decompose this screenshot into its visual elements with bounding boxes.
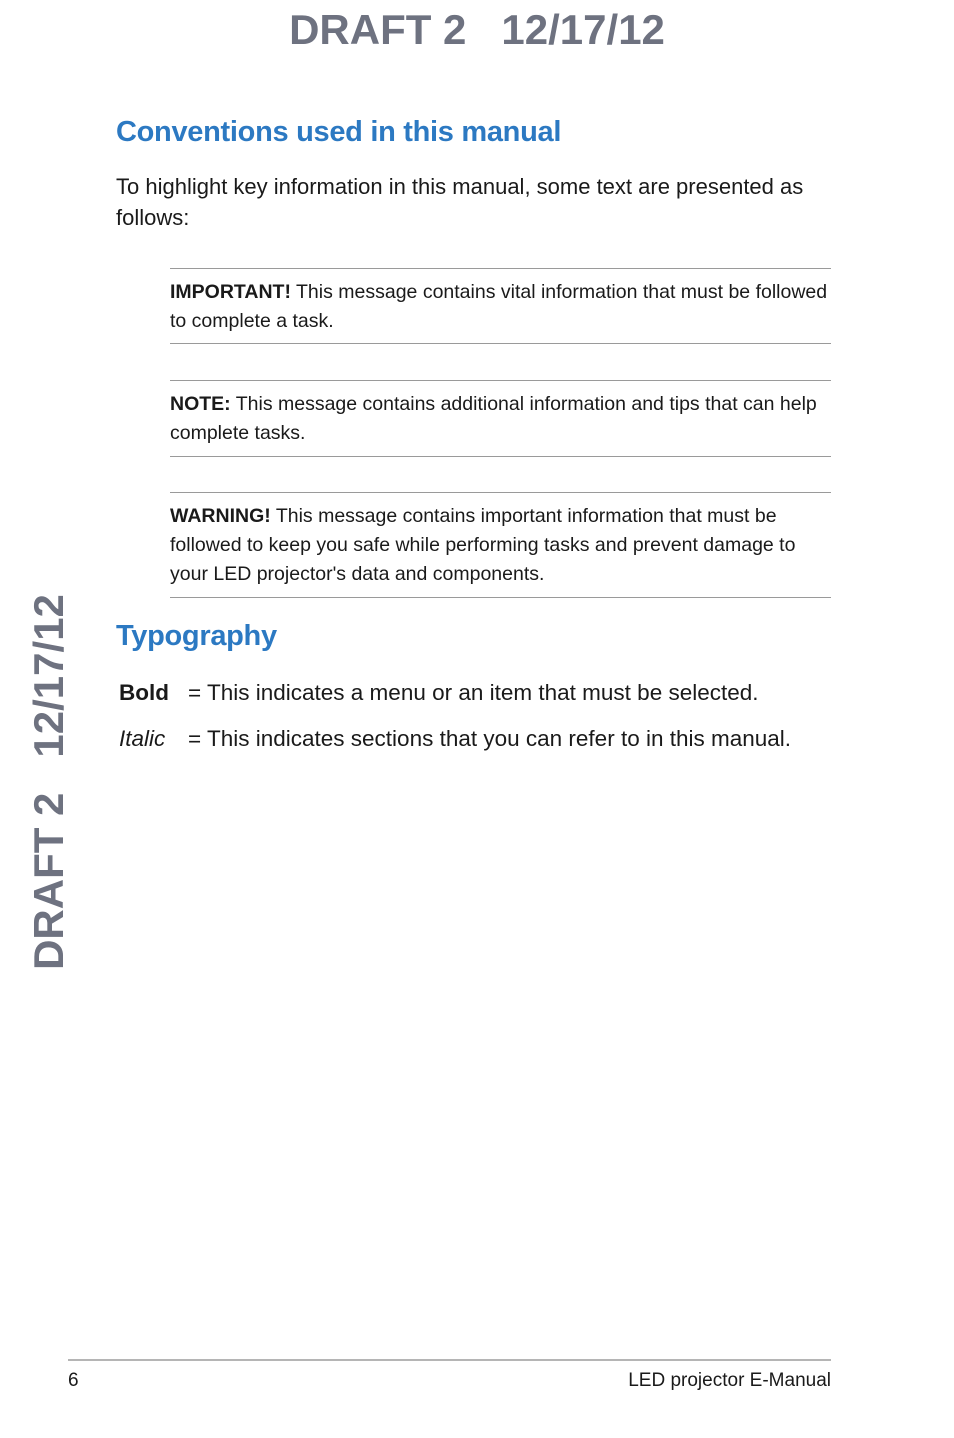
footer-rule	[68, 1359, 831, 1361]
conventions-intro: To highlight key information in this manual, some text are presented as follows:	[116, 174, 804, 230]
typography-heading: Typography	[116, 620, 277, 652]
page-number: 6	[68, 1370, 79, 1391]
note-body: This message contains additional information and tips that can help complete tasks.	[170, 393, 817, 444]
important-body: This message contains vital information that must be followed to complete a task.	[170, 281, 828, 332]
warning-body: This message contains important information that must be followed to keep you safe while performing tasks and prevent damage to your LED projector's data and components.	[170, 505, 796, 585]
note-label: NOTE:	[170, 393, 231, 415]
warning-notice-text	[170, 493, 831, 589]
typography-desc-bold: = This indicates a menu or an item that must be selected.	[188, 680, 759, 705]
draft-watermark-side: DRAFT 2 12/17/12	[25, 594, 72, 970]
conventions-heading: Conventions used in this manual	[116, 116, 562, 148]
important-label: IMPORTANT!	[170, 281, 291, 303]
warning-label: WARNING!	[170, 505, 271, 527]
typography-term-bold: Bold	[119, 680, 169, 705]
draft-watermark-top: DRAFT 2 12/17/12	[289, 6, 665, 53]
important-notice-text	[170, 269, 831, 336]
typography-term-italic: Italic	[119, 726, 166, 751]
note-notice-text	[170, 381, 831, 448]
warning-notice	[170, 492, 831, 598]
typography-desc-italic: = This indicates sections that you can refer to in this manual.	[188, 726, 792, 751]
footer-title: LED projector E-Manual	[628, 1370, 831, 1391]
important-notice	[170, 268, 831, 344]
note-notice	[170, 380, 831, 457]
